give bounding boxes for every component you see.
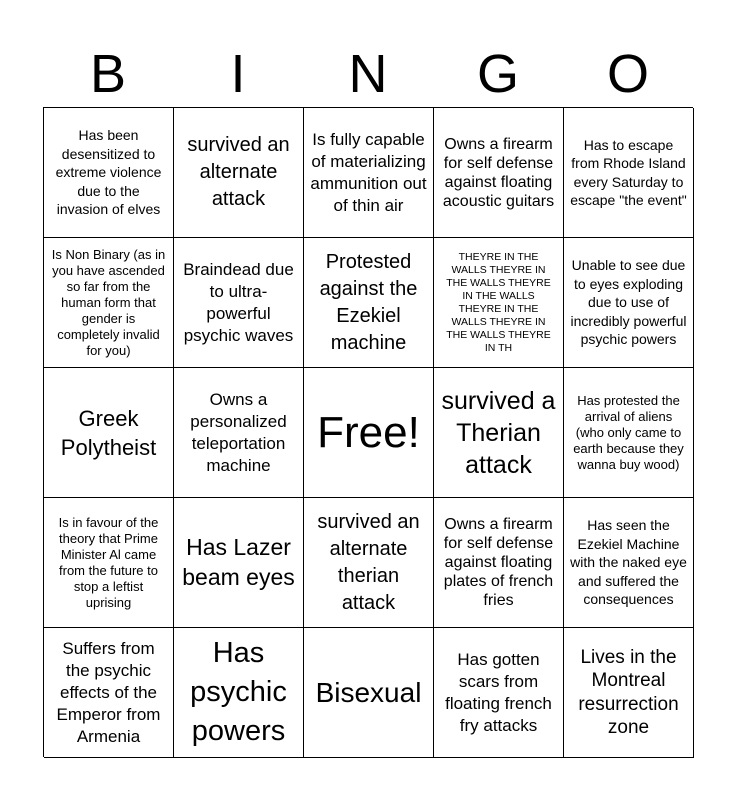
cell-text: Is Non Binary (as in you have ascended so far from the human form that gender is completely invalid for you) [51, 246, 166, 358]
free-space-label: Free! [317, 407, 420, 457]
bingo-cell[interactable] [44, 108, 174, 238]
header-letter-g: G [476, 44, 519, 104]
bingo-cell[interactable] [564, 368, 694, 498]
cell-text: Owns a firearm for self defense against floating plates of french fries [443, 516, 554, 609]
cell-text: Greek Polytheist [60, 405, 157, 460]
cell-text: Unable to see due to eyes exploding due to use of incredibly powerful psychic powers [570, 257, 687, 348]
cell-text: Braindead due to ultra-powerful psychic waves [183, 259, 294, 345]
bingo-cell[interactable] [174, 498, 304, 628]
bingo-header [43, 40, 693, 108]
bingo-cell[interactable] [434, 108, 564, 238]
cell-text: survived an alternate therian attack [317, 510, 420, 614]
cell-text: Has been desensitized to extreme violence due to the invasion of elves [55, 127, 162, 218]
cell-text: Owns a personalized teleportation machine [190, 389, 287, 475]
cell-text: Owns a firearm for self defense against floating acoustic guitars [442, 135, 555, 210]
header-letter-b: B [89, 44, 127, 104]
cell-text: Has gotten scars from floating french fry attacks [445, 649, 552, 735]
cell-text: Has Lazer beam eyes [182, 534, 295, 590]
cell-text: Bisexual [315, 677, 422, 708]
cell-text: Has protested the arrival of aliens (who only came to earth because they wanna buy wood) [573, 392, 684, 472]
cell-text: THEYRE IN THE WALLS THEYRE IN THE WALLS THEYRE IN THE WALLS THEYRE IN THE WALLS THEYRE IN THE WALLS THEYRE IN TH [446, 250, 551, 354]
cell-text: survived a Therian attack [441, 386, 556, 479]
bingo-cell[interactable] [564, 238, 694, 368]
bingo-cell[interactable] [44, 628, 174, 758]
cell-text: Is in favour of the theory that Prime Minister Al came from the future to stop a leftist uprising [58, 514, 159, 610]
bingo-cell[interactable] [174, 238, 304, 368]
bingo-cell[interactable] [434, 628, 564, 758]
cell-text: Protested against the Ezekiel machine [319, 250, 418, 354]
bingo-cell[interactable] [434, 498, 564, 628]
bingo-cell[interactable] [174, 108, 304, 238]
bingo-cell[interactable] [304, 628, 434, 758]
header-letter-i: I [230, 44, 246, 104]
bingo-cell[interactable] [174, 368, 304, 498]
cell-text: Has seen the Ezekiel Machine with the naked eye and suffered the consequences [570, 517, 687, 608]
cell-text: Has psychic powers [190, 637, 287, 747]
bingo-cell[interactable] [304, 498, 434, 628]
bingo-cell[interactable] [304, 108, 434, 238]
bingo-cell[interactable] [44, 498, 174, 628]
cell-text: Lives in the Montreal resurrection zone [578, 646, 679, 738]
bingo-cell[interactable] [44, 238, 174, 368]
bingo-cell[interactable] [44, 368, 174, 498]
bingo-cell-free[interactable] [304, 368, 434, 498]
bingo-cell[interactable] [304, 238, 434, 368]
bingo-cell[interactable] [174, 628, 304, 758]
bingo-cell[interactable] [434, 368, 564, 498]
cell-text: Is fully capable of materializing ammunition out of thin air [310, 129, 427, 215]
header-letter-n: N [348, 44, 388, 104]
cell-text: survived an alternate attack [187, 134, 290, 210]
bingo-cell[interactable] [434, 238, 564, 368]
header-letter-o: O [606, 44, 649, 104]
bingo-cell[interactable] [564, 628, 694, 758]
bingo-cell[interactable] [564, 498, 694, 628]
bingo-grid [43, 107, 693, 757]
cell-text: Has to escape from Rhode Island every Saturday to escape "the event" [570, 136, 687, 208]
bingo-cell[interactable] [564, 108, 694, 238]
cell-text: Suffers from the psychic effects of the Emperor from Armenia [56, 638, 161, 746]
